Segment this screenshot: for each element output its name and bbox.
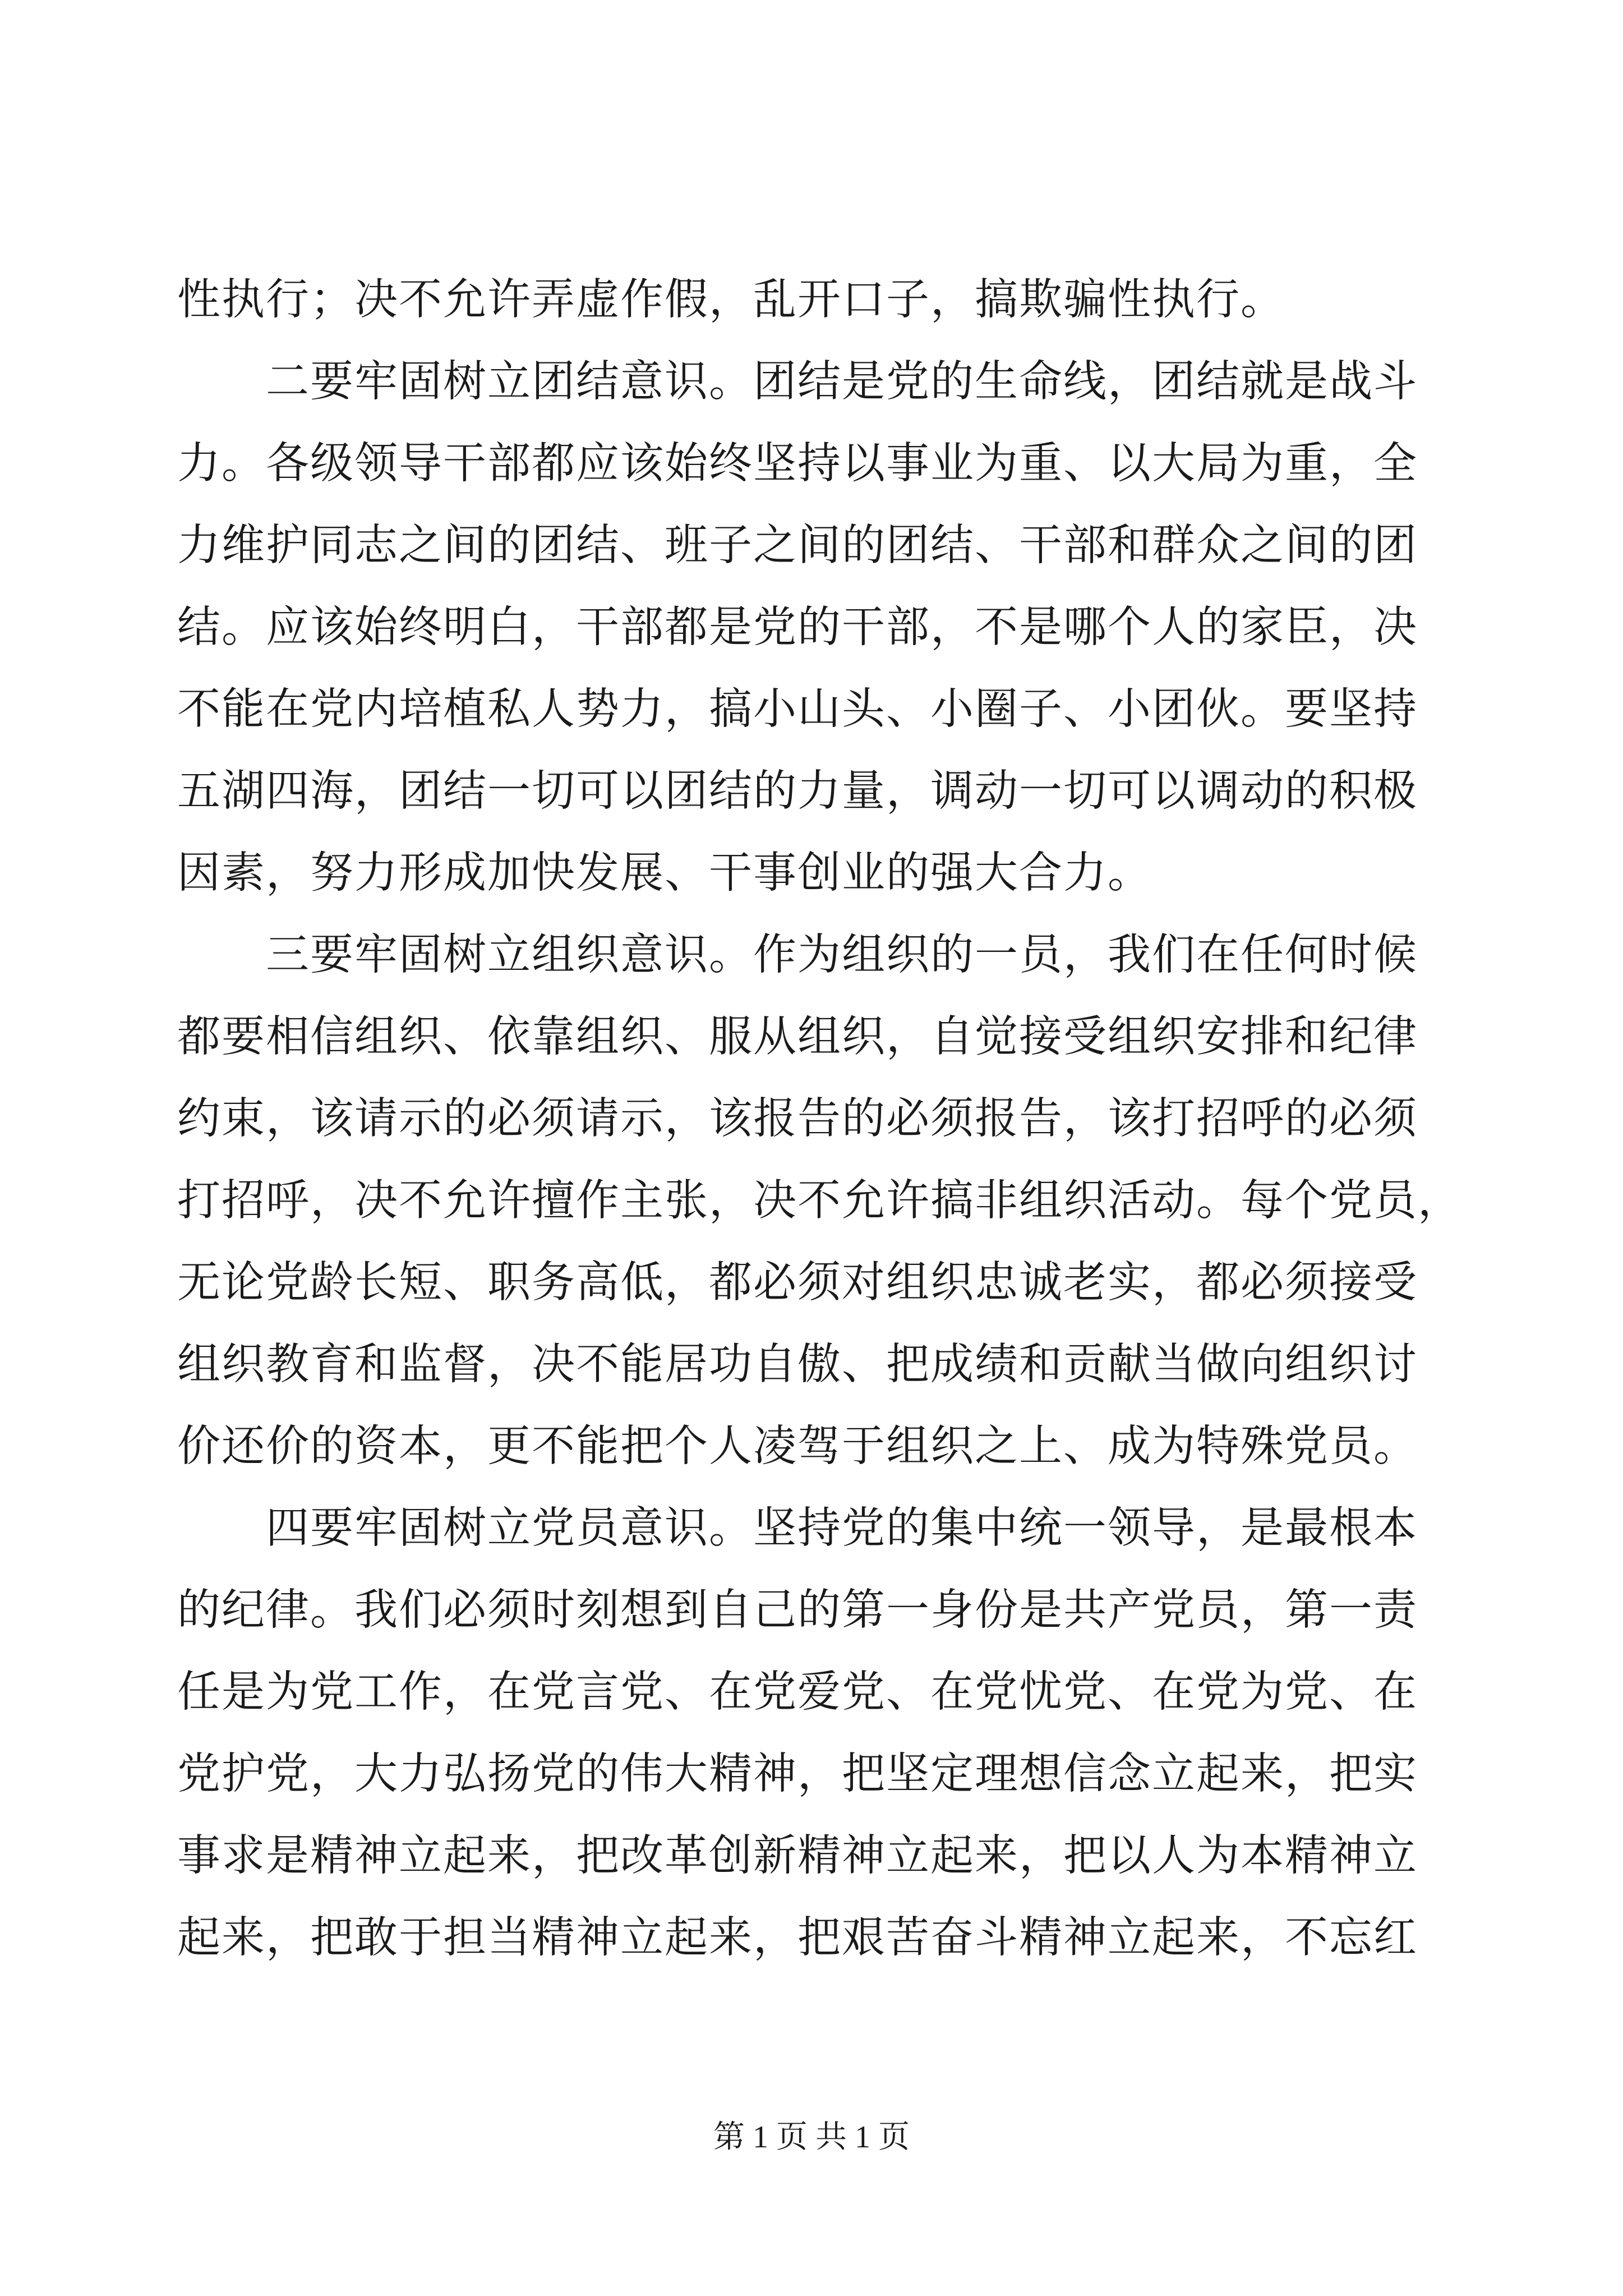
text-line: 打招呼，决不允许擅作主张，决不允许搞非组织活动。每个党员， (177, 1176, 1462, 1226)
text-line: 价还价的资本，更不能把个人凌驾于组织之上、成为特殊党员。 (177, 1421, 1418, 1471)
text-line: 的纪律。我们必须时刻想到自己的第一身份是共产党员，第一责 (177, 1585, 1418, 1635)
text-line: 事求是精神立起来，把改革创新精神立起来，把以人为本精神立 (177, 1831, 1418, 1881)
text-line: 无论党龄长短、职务高低，都必须对组织忠诚老实，都必须接受 (177, 1258, 1418, 1308)
text-line: 结。应该始终明白，干部都是党的干部，不是哪个人的家臣，决 (177, 602, 1418, 652)
text-line: 性执行；决不允许弄虚作假，乱开口子，搞欺骗性执行。 (177, 275, 1285, 325)
text-line: 力维护同志之间的团结、班子之间的团结、干部和群众之间的团 (177, 521, 1418, 570)
text-line: 不能在党内培植私人势力，搞小山头、小圈子、小团伙。要坚持 (177, 684, 1418, 734)
page-number-footer: 第 1 页 共 1 页 (713, 2120, 910, 2155)
text-line: 都要相信组织、依靠组织、服从组织，自觉接受组织安排和纪律 (177, 1012, 1418, 1062)
text-line: 党护党，大力弘扬党的伟大精神，把坚定理想信念立起来，把实 (177, 1749, 1418, 1799)
text-line: 起来，把敢于担当精神立起来，把艰苦奋斗精神立起来，不忘红 (177, 1913, 1418, 1963)
text-line: 组织教育和监督，决不能居功自傲、把成绩和贡献当做向组织讨 (177, 1340, 1418, 1389)
text-line: 二要牢固树立团结意识。团结是党的生命线，团结就是战斗 (177, 357, 1418, 407)
text-line: 任是为党工作，在党言党、在党爱党、在党忧党、在党为党、在 (177, 1667, 1418, 1717)
text-line: 五湖四海，团结一切可以团结的力量，调动一切可以调动的积极 (177, 766, 1418, 816)
text-line: 四要牢固树立党员意识。坚持党的集中统一领导，是最根本 (177, 1503, 1418, 1553)
text-line: 约束，该请示的必须请示，该报告的必须报告，该打招呼的必须 (177, 1094, 1418, 1144)
text-line: 因素，努力形成加快发展、干事创业的强大合力。 (177, 848, 1152, 898)
text-line: 力。各级领导干部都应该始终坚持以事业为重、以大局为重，全 (177, 439, 1418, 489)
text-line: 三要牢固树立组织意识。作为组织的一员，我们在任何时候 (177, 930, 1418, 980)
